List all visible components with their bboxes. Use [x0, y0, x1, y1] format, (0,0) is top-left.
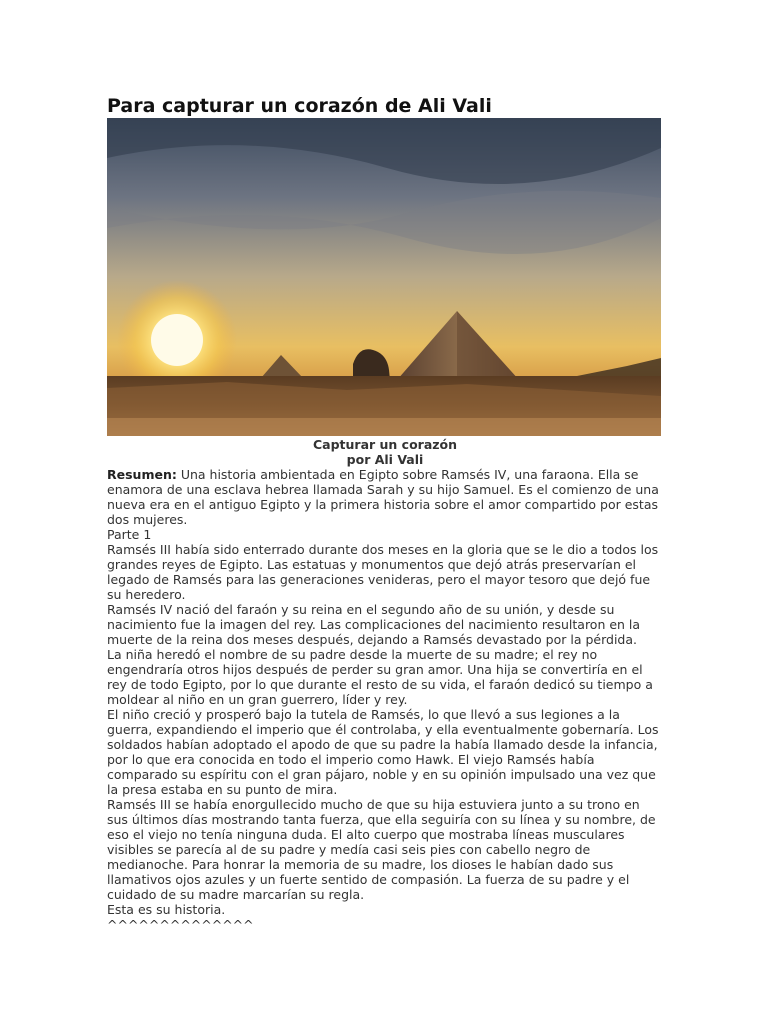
document-body	[107, 467, 663, 932]
caption-title: Capturar un corazón	[312, 437, 458, 452]
document-title: Para capturar un corazón de Ali Vali	[107, 95, 492, 117]
paragraph: El niño creció y prosperó bajo la tutela de Ramsés, lo que llevó a sus legiones a la guerra, expandiendo el imperio que él controlaba, y ella eventualmente gobernaría. Los soldados habían adoptado el apodo de que su padre la había llamado desde la infancia, por lo que era conocida en todo el imperio como Hawk. El viejo Ramsés había comparado su espíritu con el gran pájaro, noble y en su opinión impulsado una vez que la presa estaba en su punto de mira.	[107, 707, 659, 797]
part-heading: Parte 1	[107, 527, 152, 542]
separator-line: ^^^^^^^^^^^^^^	[107, 917, 254, 932]
summary-paragraph	[107, 467, 663, 527]
summary-label: Resumen:	[107, 467, 177, 482]
image-caption	[107, 437, 663, 467]
closing-line: Esta es su historia.	[107, 902, 226, 917]
caption-author: por Ali Vali	[346, 452, 424, 467]
paragraph: Ramsés IV nació del faraón y su reina en el segundo año de su unión, y desde su nacimiento fue la imagen del rey. Las complicaciones del nacimiento resultaron en la muerte de la reina dos meses después, dejando a Ramsés devastado por la pérdida.	[107, 602, 641, 647]
document-page	[107, 94, 663, 932]
summary-text: Una historia ambientada en Egipto sobre Ramsés IV, una faraona. Ella se enamora de una esclava hebrea llamada Sarah y su hijo Samuel. Es el comienzo de una nueva era en el antiguo Egipto y la primera historia sobre el amor compartido por estas dos mujeres.	[107, 467, 659, 527]
paragraph: Ramsés III se había enorgullecido mucho de que su hija estuviera junto a su trono en sus últimos días mostrando tanta fuerza, que ella seguiría con su línea y su nombre, de eso el viejo no tenía ninguna duda. El alto cuerpo que mostraba líneas musculares visibles se parecía al de su padre y medía casi seis pies con cabello negro de medianoche. Para honrar la memoria de su madre, los dioses le habían dado sus llamativos ojos azules y un fuerte sentido de compasión. La fuerza de su padre y el cuidado de su madre marcarían su regla.	[107, 797, 656, 902]
pyramids-photo	[107, 118, 661, 436]
paragraph: Ramsés III había sido enterrado durante dos meses en la gloria que se le dio a todos los grandes reyes de Egipto. Las estatuas y monumentos que dejó atrás preservarían el legado de Ramsés para las generaciones venideras, pero el mayor tesoro que dejó fue su heredero.	[107, 542, 659, 602]
paragraph: La niña heredó el nombre de su padre desde la muerte de su madre; el rey no engendraría otros hijos después de perder su gran amor. Una hija se convertiría en el rey de todo Egipto, por lo que durante el resto de su vida, el faraón dedicó su tiempo a moldear al niño en un gran guerrero, líder y rey.	[107, 647, 653, 707]
